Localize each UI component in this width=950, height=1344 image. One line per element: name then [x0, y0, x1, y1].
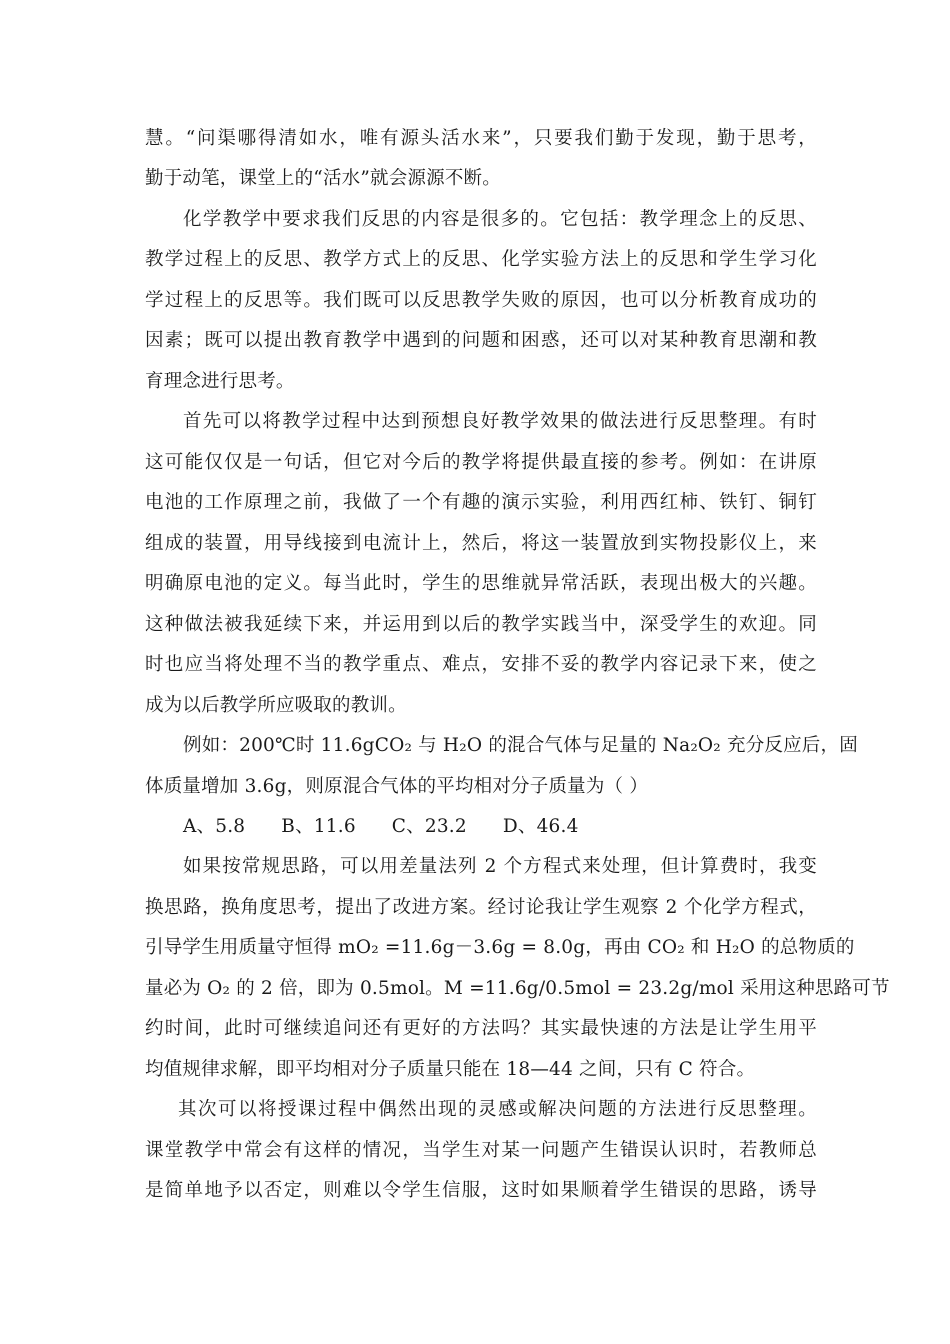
text-line: 勤于动笔，课堂上的“活水”就会源源不断。: [145, 168, 501, 189]
text-line: 明确原电池的定义。每当此时，学生的思维就异常活跃，表现出极大的兴趣。: [145, 573, 817, 594]
choice-a: A、5.8: [183, 816, 246, 837]
example-question-cont: 体质量增加 3.6g，则原混合气体的平均相对分子质量为（ ）: [145, 776, 649, 797]
text-line: 育理念进行思考。: [145, 371, 295, 392]
text-line: 这种做法被我延续下来，并运用到以后的教学实践当中，深受学生的欢迎。同: [145, 614, 817, 635]
text-line: 电池的工作原理之前，我做了一个有趣的演示实验，利用西红柿、铁钉、铜钉: [145, 492, 817, 513]
text-line: 约时间，此时可继续追问还有更好的方法吗？其实最快速的方法是让学生用平: [145, 1018, 817, 1039]
text-line: 是简单地予以否定，则难以令学生信服，这时如果顺着学生错误的思路，诱导: [145, 1180, 817, 1201]
text-line: 教学过程上的反思、教学方式上的反思、化学实验方法上的反思和学生学习化: [145, 249, 817, 270]
text-line: 成为以后教学所应吸取的教训。: [145, 695, 407, 716]
text-line: 学过程上的反思等。我们既可以反思教学失败的原因，也可以分析教育成功的: [145, 290, 817, 311]
choice-c: C、23.2: [391, 816, 467, 837]
text-line: 均值规律求解，即平均相对分子质量只能在 18—44 之间，只有 C 符合。: [145, 1059, 756, 1080]
text-line: 量必为 O₂ 的 2 倍，即为 0.5mol。M =11.6g/0.5mol = 23.2g/mol 采用这种思路可节: [145, 978, 890, 999]
text-line: 这可能仅仅是一句话，但它对今后的教学将提供最直接的参考。例如：在讲原: [145, 452, 817, 473]
paragraph-start: 首先可以将教学过程中达到预想良好教学效果的做法进行反思整理。有时: [183, 411, 817, 432]
text-line: 换思路，换角度思考，提出了改进方案。经讨论我让学生观察 2 个化学方程式，: [145, 897, 817, 918]
paragraph-start: 如果按常规思路，可以用差量法列 2 个方程式来处理，但计算费时，我变: [183, 856, 817, 877]
choice-d: D、46.4: [502, 816, 579, 837]
text-line: 课堂教学中常会有这样的情况，当学生对某一问题产生错误认识时，若教师总: [145, 1140, 817, 1161]
answer-choices: [183, 815, 683, 839]
choice-b: B、11.6: [281, 816, 356, 837]
paragraph-start: 化学教学中要求我们反思的内容是很多的。它包括：教学理念上的反思、: [183, 209, 817, 230]
text-line: 时也应当将处理不当的教学重点、难点，安排不妥的教学内容记录下来，使之: [145, 654, 817, 675]
example-question: 例如：200℃时 11.6gCO₂ 与 H₂O 的混合气体与足量的 Na₂O₂ 充分反应后，固: [183, 735, 858, 756]
text-line: 因素；既可以提出教育教学中遇到的问题和困惑，还可以对某种教育思潮和教: [145, 330, 817, 351]
text-line: 引导学生用质量守恒得 mO₂ =11.6g－3.6g = 8.0g，再由 CO₂ 和 H₂O 的总物质的: [145, 937, 855, 958]
text-line: 慧。“问渠哪得清如水，唯有源头活水来”，只要我们勤于发现，勤于思考，: [145, 128, 817, 149]
paragraph-start: 其次可以将授课过程中偶然出现的灵感或解决问题的方法进行反思整理。: [178, 1099, 817, 1120]
text-line: 组成的装置，用导线接到电流计上，然后，将这一装置放到实物投影仪上，来: [145, 533, 817, 554]
